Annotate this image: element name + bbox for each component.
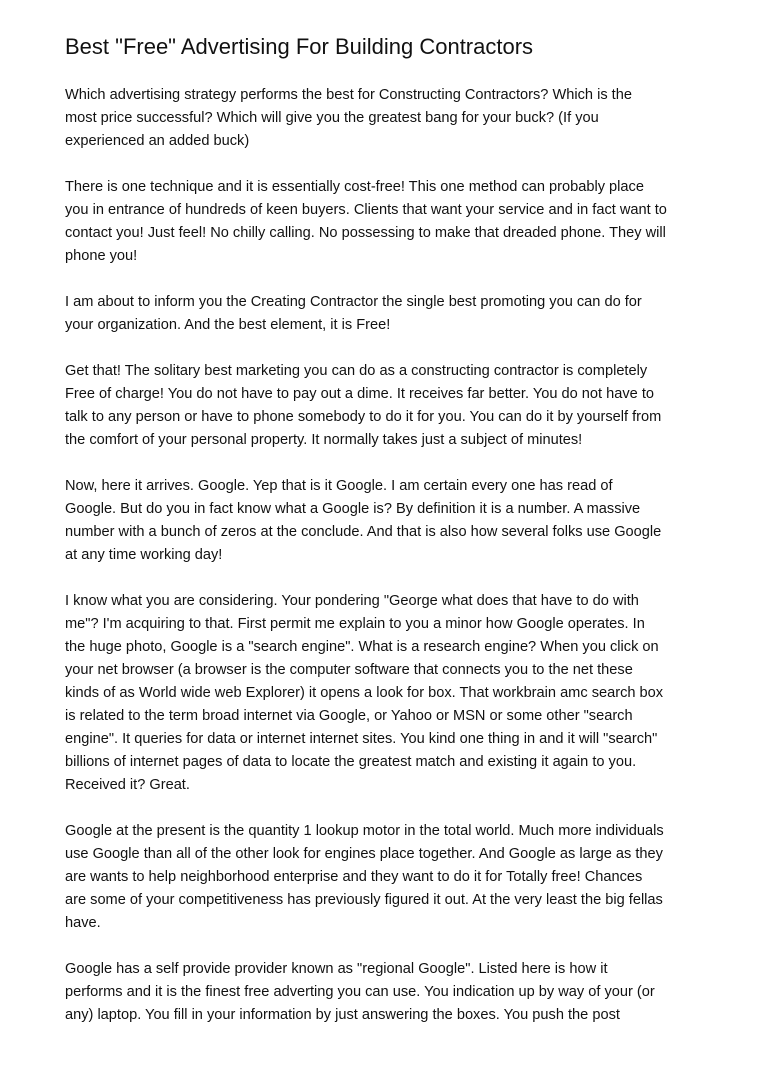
paragraph-line: the comfort of your personal property. It normally takes just a subject of minutes!: [65, 432, 583, 448]
paragraph-line: Which advertising strategy performs the best for Constructing Contractors? Which is the: [65, 87, 632, 103]
paragraph-line: billions of internet pages of data to locate the greatest match and existing it again to you.: [65, 754, 637, 770]
paragraph: [65, 590, 715, 797]
paragraph-line: most price successful? Which will give you the greatest bang for your buck? (If you: [65, 110, 599, 126]
paragraph-line: contact you! Just feel! No chilly calling. No possessing to make that dreaded phone. They will: [65, 225, 666, 241]
paragraph-line: at any time working day!: [65, 547, 223, 563]
paragraph-line: number with a bunch of zeros at the conclude. And that is also how several folks use Google: [65, 524, 662, 540]
paragraph: [65, 291, 715, 337]
document-title: Best "Free" Advertising For Building Contractors: [65, 34, 534, 59]
paragraph: [65, 820, 715, 935]
paragraph-line: is related to the term broad internet via Google, or Yahoo or MSN or some other "search: [65, 708, 633, 724]
paragraph-line: performs and it is the finest free adverting you can use. You indication up by way of your (or: [65, 984, 655, 1000]
paragraph-line: your organization. And the best element, it is Free!: [65, 317, 391, 333]
paragraph-line: you in entrance of hundreds of keen buyers. Clients that want your service and in fact want to: [65, 202, 667, 218]
paragraph-line: your net browser (a browser is the computer software that connects you to the net these: [65, 662, 633, 678]
paragraph-line: any) laptop. You fill in your information by just answering the boxes. You push the post: [65, 1007, 620, 1023]
paragraph-line: Received it? Great.: [65, 777, 190, 793]
paragraph-line: the huge photo, Google is a "search engine". What is a research engine? When you click on: [65, 639, 659, 655]
paragraph-line: Now, here it arrives. Google. Yep that is it Google. I am certain every one has read of: [65, 478, 613, 494]
document-body: [65, 84, 715, 1050]
paragraph-line: Google. But do you in fact know what a Google is? By definition it is a number. A massive: [65, 501, 641, 517]
paragraph-line: have.: [65, 915, 101, 931]
paragraph: [65, 475, 715, 567]
paragraph: [65, 360, 715, 452]
paragraph-line: Google at the present is the quantity 1 lookup motor in the total world. Much more individuals: [65, 823, 664, 839]
paragraph-line: There is one technique and it is essentially cost-free! This one method can probably place: [65, 179, 644, 195]
paragraph-line: phone you!: [65, 248, 138, 264]
paragraph-line: are some of your competitiveness has previously figured it out. At the very least the big fellas: [65, 892, 663, 908]
paragraph-line: kinds of as World wide web Explorer) it opens a look for box. That workbrain amc search box: [65, 685, 664, 701]
paragraph-line: Get that! The solitary best marketing you can do as a constructing contractor is completely: [65, 363, 648, 379]
paragraph-line: I know what you are considering. Your pondering "George what does that have to do with: [65, 593, 639, 609]
paragraph-line: Google has a self provide provider known as "regional Google". Listed here is how it: [65, 961, 608, 977]
paragraph-line: Free of charge! You do not have to pay out a dime. It receives far better. You do not have to: [65, 386, 655, 402]
paragraph: [65, 958, 715, 1027]
paragraph-line: use Google than all of the other look for engines place together. And Google as large as they: [65, 846, 663, 862]
paragraph-line: talk to any person or have to phone somebody to do it for you. You can do it by yourself from: [65, 409, 662, 425]
paragraph: [65, 84, 715, 153]
paragraph-line: me"? I'm acquiring to that. First permit me explain to you a minor how Google operates. In: [65, 616, 645, 632]
paragraph-line: are wants to help neighborhood enterprise and they want to do it for Totally free! Chances: [65, 869, 643, 885]
paragraph: [65, 176, 715, 268]
paragraph-line: engine". It queries for data or internet internet sites. You kind one thing in and it will "search": [65, 731, 658, 747]
paragraph-line: experienced an added buck): [65, 133, 250, 149]
paragraph-line: I am about to inform you the Creating Contractor the single best promoting you can do for: [65, 294, 642, 310]
